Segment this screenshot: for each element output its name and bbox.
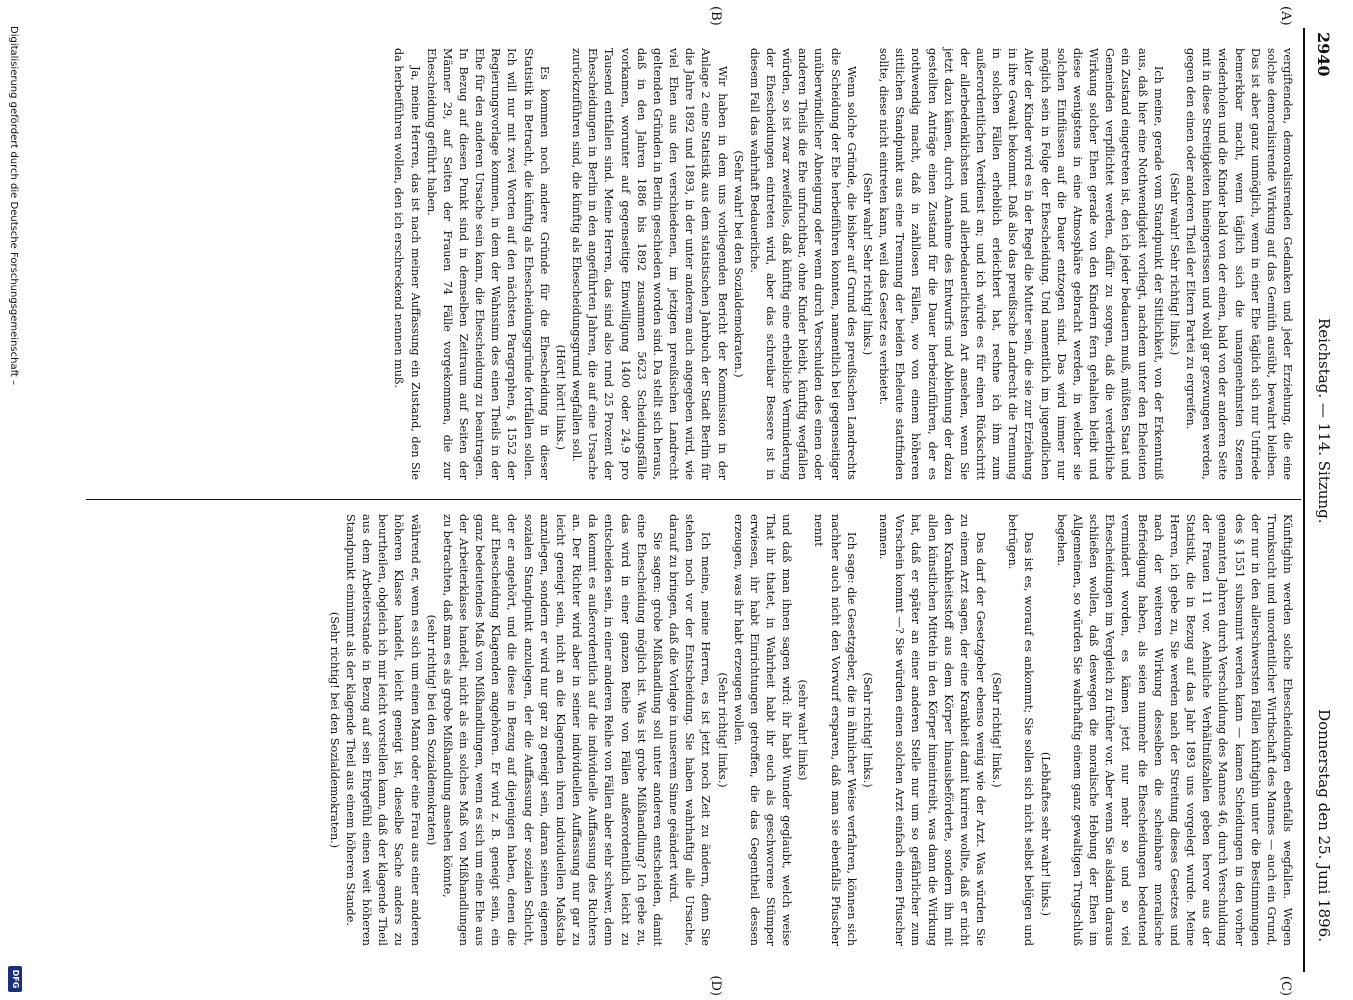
paragraph: während er, wenn es sich um einen Mann oder eine Frau aus einer anderen höheren Klasse handelt, leicht geneigt ist, dieselbe Sache anders zu beurtheilen, obgleich ich mir leicht vorstellen kann, daß der klagende Theil aus dem Arbeiterstande in Bezug auf sein Ehrgefühl einen weit höheren Standpunkt einnimmt als der klagende Theil aus einem höheren Stande. — [343, 514, 422, 946]
interjection: (sehr wahr! links) — [796, 679, 810, 781]
paragraph: vergiftenden, demoralisirenden Gedanken und jeder Erziehung, die eine solche demoralisirende Wirkung auf das Gemüth ausübt, bewahrt bleiben. Das ist aber ganz unmöglich, wenn in einer Ehe täglich sich nur Unfriede bemerkbar macht, wenn täglich sich die unangenehmsten Szenen wiederholen und die Kinder bald von der einen, bald von der anderen Seite mit in diese Streitigkeiten hineingerissen und wohl gar gezwungen werden, gegen den einen oder anderen Theil der Eltern Partei zu ergreifen. — [1184, 48, 1294, 480]
interjection: (Sehr wahr! Sehr richtig! links.) — [1167, 172, 1181, 356]
paragraph: Ich meine, gerade vom Standpunkt der Sittlichkeit, von der Erkenntniß aus, daß hier eine Nothwendigkeit vorliegt, nachdem unter den Eheleuten ein Zustand eingetreten ist, den ich jeder bedauern muß, müßten Staat und Gemeinden verpflichtet werden, dafür zu sorgen, daß die verderbliche Wirkung solcher Ehen gerade von den Kindern fern gehalten bleibt und diese wenigstens in eine Atmosphäre gebracht werden, in welcher sie solchen Einflüssen auf die Dauer entzogen sind. Das wird immer nur möglich sein in Folge der Ehescheidung. Und namentlich im jugendlichen Alter der Kinder wird es in der Regel die Mutter sein, die sie zur Erziehung in ihre Gewalt bekommt. Daß also das preußische Landrecht die Trennung in solchen Fällen erheblich erleichtert hat, rechne ich ihm zum außerordentlichen Verdienst an; und ich würde es für einen Rückschritt der allerbedenklichsten und allerbedauerlichsten Art ansehen, wenn Sie jetzt dazu kämen, durch Annahme des Entwurfs und Ablehnung der dazu gestellten Anträge einen Zustand für die Dauer herbeizuführen, der es nothwendig macht, daß in zahllosen Fällen, wo von einem höheren sittlichen Standpunkt aus eine Trennung der beiden Eheleute stattfinden sollte, diese nicht eintreten kann, weil das Gesetz es verbietet. — [877, 48, 1165, 480]
column-divider — [86, 499, 1301, 500]
paragraph: Künftighin werden solche Ehescheidungen ebenfalls wegfallen. Wegen Trunksucht und unordentlicher Wirthschaft des Mannes — auch ein Grund, der nur in den allerschwersten Fällen künftighin unter die Bestimmungen des § 1551 subsumirt werden kann — kamen Scheidungen in den vorher genannten Jahren durch Verschuldung des Mannes 46, durch Verschuldung der Frauen 11 vor. Aehnliche Verhältnißzahlen geben hervor aus der Statistik, die in Bezug auf das Jahr 1893 uns vorgelegt wurde. Meine Herren, ich gebe zu, Sie werden nach der Streitung dieses Gesetzes und nach der weiteren Wirkung desselben die scheinbare moralische Befriedigung haben, als seien nunmehr die Ehescheidungen bedeutend vermindert worden, es kämen jetzt nur mehr so und so viel Ehescheidungen im Vergleich zu früher vor. Aber wenn Sie alsdann daraus schließen wollen, daß deswegen die moralische Hebung der Ehen im Allgemeinen, so würden Sie wahrhaftig einem ganz gewaltigen Trugschluß begehen. — [1054, 514, 1294, 946]
paragraph: Es kommen noch andere Gründe für die Ehescheidung in dieser Statistik in Betracht, die künftig als Ehescheidungsgründe fortfallen sollen. Ich will nur mit zwei Worten auf den nächsten Paragraphen, § 1552 der Regierungsvorlage kommen, in dem der Wahnsinn des einen Theils in der Ehe für den anderen Ursache sein kann, die Ehescheidung zu beantragen. In Bezug auf diesen Punkt sind in demselben Zeitraum auf Seiten der Männer 29, auf Seiten der Frauen 74 Fälle vorgekommen, die zur Ehescheidung geführt haben. — [424, 48, 551, 480]
paragraph: Wenn solche Gründe, die bisher auf Grund des preußischen Landrechts die Scheidung der Ehe herbeiführen konnten, namentlich bei gegenseitiger unüberwindlicher Abneigung oder wenn durch Verschulden des einen oder anderen Theils die Ehe unfruchtbar, ohne Kinder bleibt, künftig wegfallen würden, so ist zwar zweifellos, daß künftig eine erhebliche Verminderung der Ehescheidungen eintreten wird, aber das schreibar Bessere ist in diesem Fall das wahrhaft Bedauerliche. — [747, 48, 858, 480]
paragraph: Das ist es, worauf es ankommt; Sie sollen sich nicht selbst belügen und betrügen. — [1006, 514, 1036, 946]
interjection: (Sehr richtig! links.) — [990, 672, 1004, 788]
interjection: (Sehr wahr! Sehr richtig! links.) — [860, 172, 874, 356]
margin-mark-b: (B) — [708, 6, 723, 26]
interjection: (Sehr richtig! links.) — [715, 672, 729, 788]
margin-mark-a: (A) — [1278, 6, 1293, 26]
paragraph: Das darf der Gesetzgeber ebenso wenig wie der Arzt. Was würden Sie zu einem Arzt sagen, der eine Krankheit damit kuriren wollte, daß er nicht den Krankheitsstoff aus dem Körper hinausbeförderte, sondern ihn mit allen künstlichen Mitteln in den Körper hineintreibt, was dann die Wirkung hat, daß er später an einer anderen Stelle nur um so gefährlicher zum Vorschein kommt —? Sie würden einen solchen Arzt einfach einen Pfuscher nennen. — [877, 514, 988, 946]
page-number: 2940 — [1314, 32, 1333, 77]
paragraph: Ja, meine Herren, das ist nach meiner Auffassung ein Zustand, den Sie da herbeiführen wollen, den ich erschreckend nennen muß. — [392, 48, 422, 480]
interjection: (Hört! hört! links.) — [553, 344, 567, 450]
header-center: Reichstag. — 114. Sitzung. — [1315, 318, 1333, 524]
paragraph: Sie sagen: grobe Mißhandlung soll unter anderen entscheiden, damit eine Ehescheidung möglich ist. Was ist grobe Mißhandlung? Ich gebe zu, das wird in einer ganzen Reihe von Fällen außerordentlich leicht zu entscheiden sein, in einer anderen Reihe von Fällen aber sehr schwer, denn da kommt es außerordentlich auf die individuelle Auffassung des Richters an. Der Richter wird aber in seiner individuellen Auffassung nur gar zu leicht geneigt sein, nicht an die Klagenden ihren individuellen Maßstab anzulegen, sondern er wird nur gar zu geneigt sein, daran seinen eigenen sozialen Standpunkt anzulegen, der die Auffassung der sozialen Schicht, der er angehört, und die diese in Bezug auf diejenigen haben, denen die auf Ehescheidung Klagenden angehören. Er wird z. B. geneigt sein, ein ganz bedeutendes Maß von Mißhandlungen, wenn es sich um eine Ehe aus der Arbeiterklasse handelt, nicht als ein solches Maß von Mißhandlungen zu betrachten, daß man es als grobe Mißhandlung ansehen könnte, — [440, 514, 664, 946]
page-header — [1309, 28, 1333, 972]
paragraph: Wir haben in dem uns vorliegenden Bericht der Kommission in der Anlage 2 eine Statistik aus dem statistischen Jahrbuch der Stadt Berlin für die Jahre 1892 und 1893, in der unter anderem auch angegeben wird, wie viel Ehen aus den verschiedenen, im jetzigen preußischen Landrecht geltenden Gründen in Berlin geschieden worden sind. Da stellt sich heraus, daß in den Jahren 1886 bis 1892 zusammen 5623 Scheidungsfälle vorkamen, worunter auf gegenseitige Einwilligung 1400 oder 24,9 pro Tausend entfallen sind. Meine Herren, das sind also rund 25 Prozent der Ehescheidungen in Berlin in den angeführten Jahren, die auf eine Ursache zurückzuführen sind, die künftig als Ehescheidungsgrund wegfallen soll. — [570, 48, 729, 480]
right-column — [326, 514, 1295, 946]
header-rule — [1303, 28, 1305, 972]
interjection: (Sehr richtig! links.) — [860, 672, 874, 788]
paragraph: Ich meine, meine Herren, es ist jetzt noch Zeit zu ändern, denn Sie stehen noch vor der Entscheidung. Sie haben wahrhaftig alle Ursache, darauf zu bringen, daß die Vorlage in unserem Sinne geändert wird. — [667, 514, 713, 946]
header-date: Donnerstag den 25. Juni 1896. — [1315, 709, 1333, 942]
interjection: (Sehr wahr! bei den Sozialdemokraten.) — [731, 150, 745, 378]
interjection: (Sehr richtig! bei den Sozialdemokraten.) — [327, 611, 341, 849]
paragraph: und daß man ihnen sagen wird: ihr habt Wunder geglaubt, welch weise That ihr thatet, in Wahrheit habt ihr euch als geschworene Stümper erwiesen, ihr habt Einrichtungen getroffen, die das Gegentheil dessen erzeugen, was ihr habt erzeugen wollen. — [731, 514, 794, 946]
paragraph: Ich sage: die Gesetzgeber, die in ähnlicher Weise verfahren, können sich nachher auch nicht den Vorwurf ersparen, daß man sie ebenfalls Pfuscher nennt — [812, 514, 858, 946]
footer-text: Digitalisierung gefördert durch die Deutsche Forschungsgemeinschaft – — [8, 26, 19, 386]
interjection: (Lebhaftes sehr wahr! links.) — [1038, 751, 1052, 916]
interjection: (sehr richtig! bei den Sozialdemokraten) — [424, 614, 438, 846]
margin-mark-d: (D) — [708, 975, 723, 996]
left-column — [390, 48, 1295, 480]
dfg-logo: DFG — [8, 966, 22, 992]
margin-mark-c: (C) — [1278, 975, 1293, 996]
